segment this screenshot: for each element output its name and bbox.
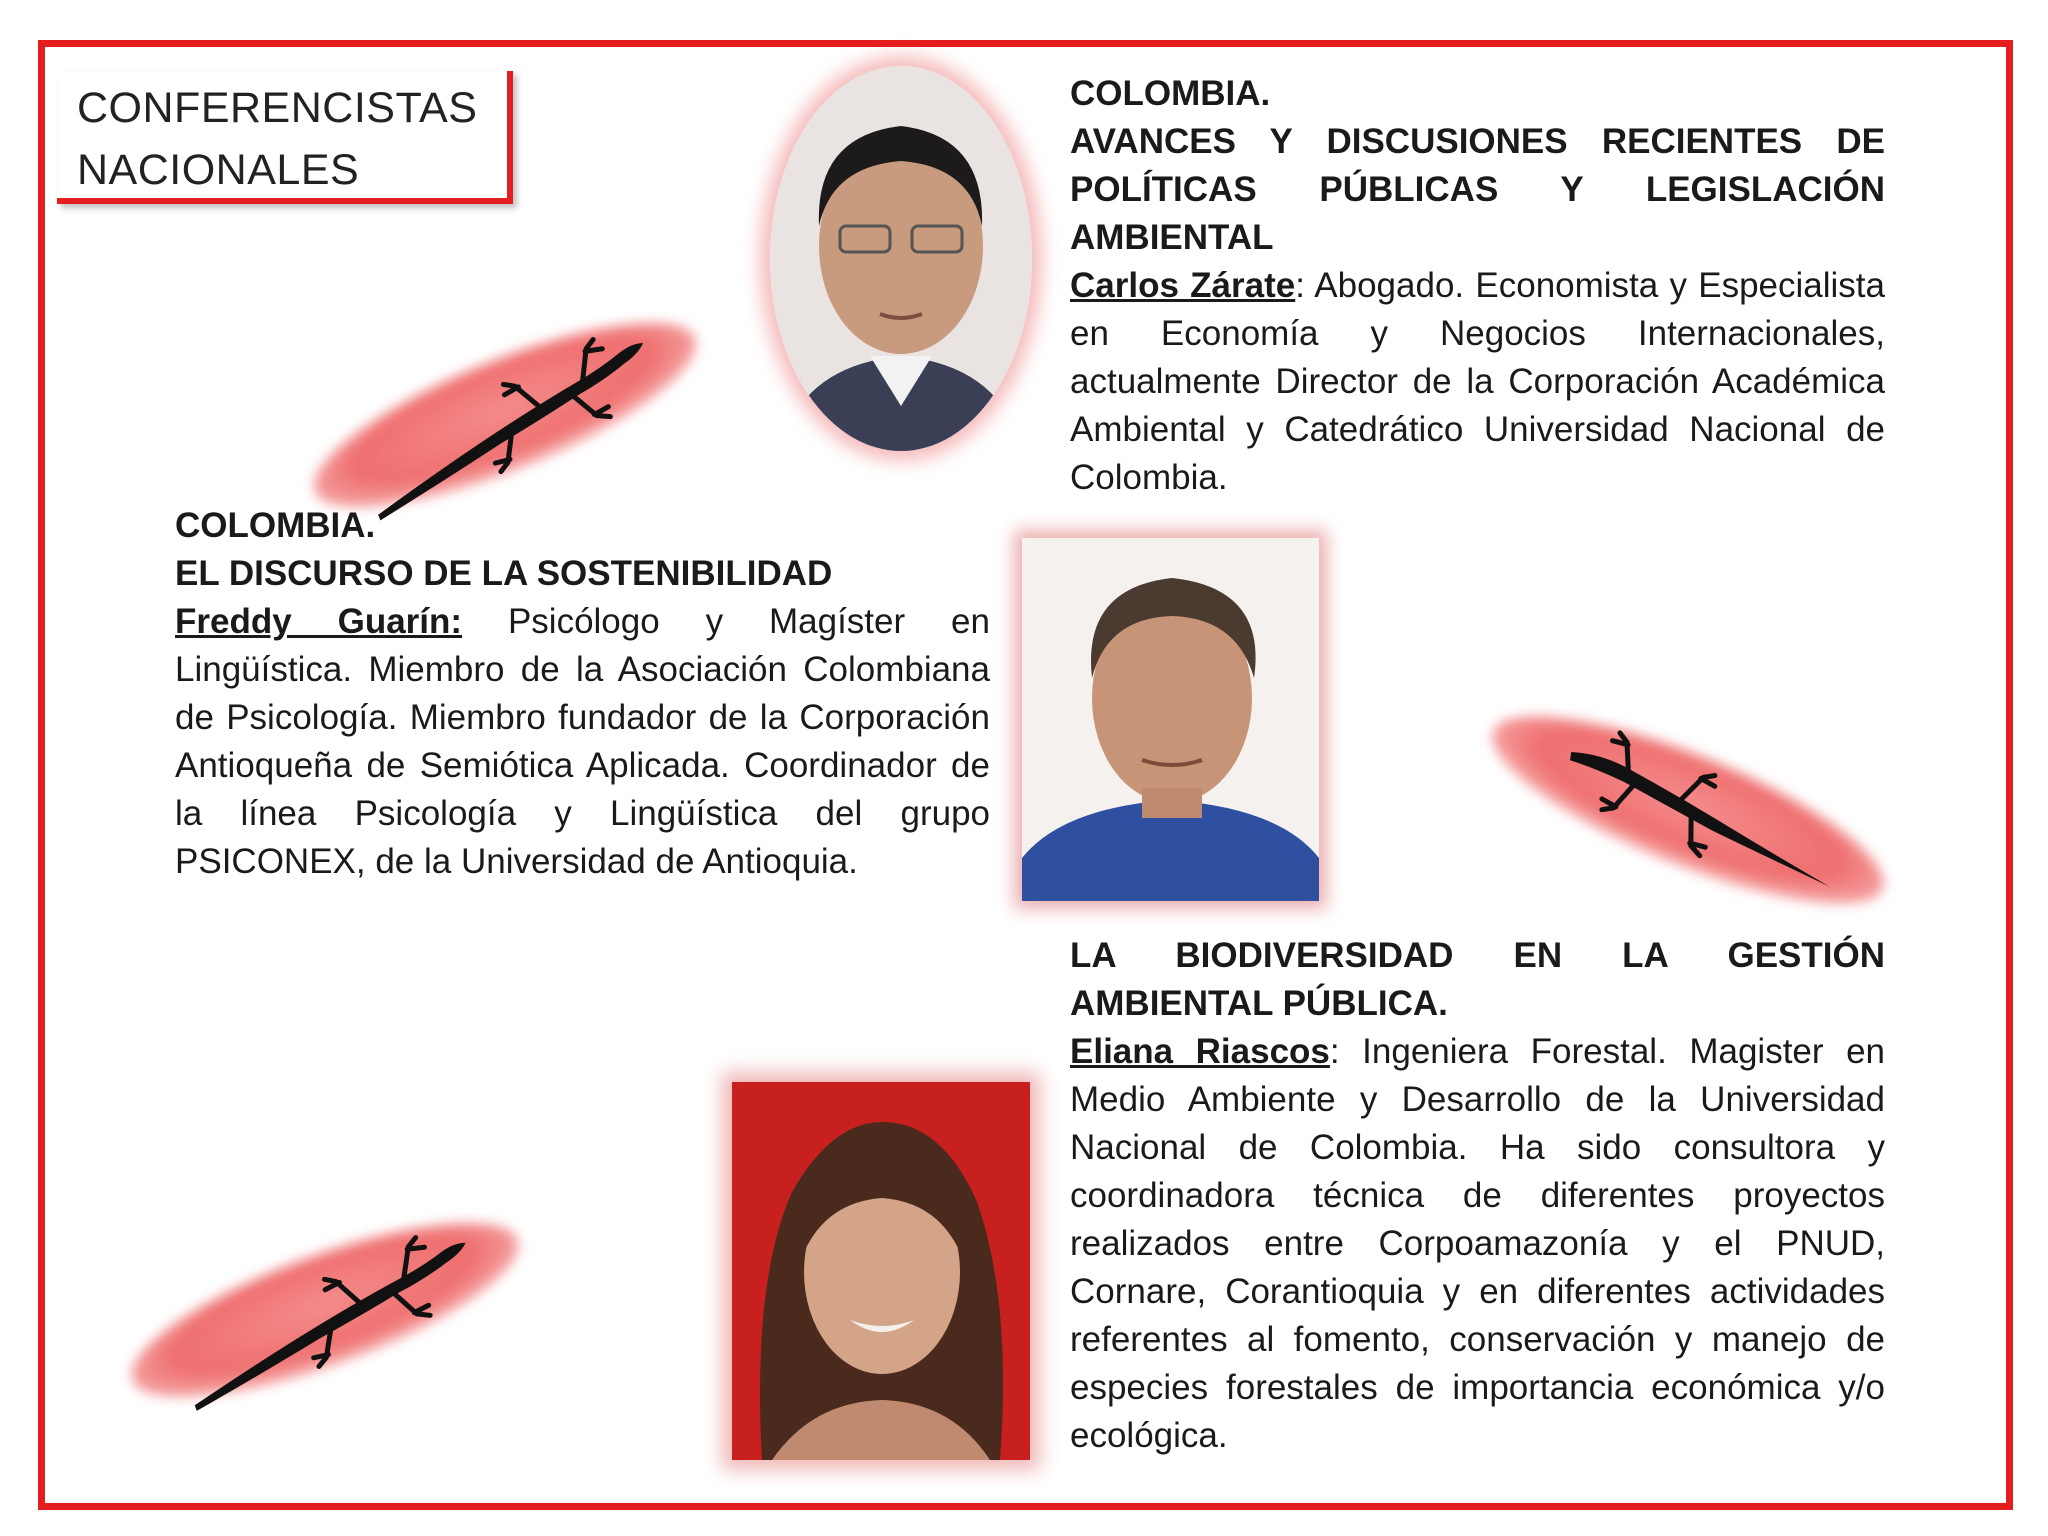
- speaker-bio-text: Abogado. Economista y Especialista en Economía y Negocios Internacionales, actualmente Director de la Corporación Académica Ambiental y Catedrático Universidad Nacional de Colombia.: [1070, 266, 1885, 497]
- freddy-guarin-photo: [1022, 538, 1319, 901]
- speaker-name: Freddy Guarín:: [175, 602, 463, 641]
- speaker-topic: LA BIODIVERSIDAD EN LA GESTIÓN AMBIENTAL PÚBLICA.: [1070, 936, 1885, 1023]
- lizard-icon: [110, 1195, 540, 1425]
- speaker-country: COLOMBIA.: [175, 506, 376, 545]
- title-box: [57, 71, 513, 204]
- speaker-name: Eliana Riascos: [1070, 1032, 1330, 1071]
- speaker-bio: [175, 602, 990, 881]
- speaker-name-suffix: :: [1329, 1032, 1340, 1071]
- speaker-bio: [1070, 266, 1885, 497]
- speaker-bio-text: Psicólogo y Magíster en Lingüística. Miembro de la Asociación Colombiana de Psicología. Miembro fundador de la Corporación Antioqueña de Semiótica Aplicada. Coordinador de la línea Psicología y Lingüística del grupo PSICONEX, de la Universidad de Antioquia.: [175, 602, 990, 881]
- lizard-icon: [1468, 690, 1908, 930]
- carlos-zarate-photo: [770, 66, 1032, 451]
- speaker-topic-line-1: AVANCES Y DISCUSIONES RECIENTES DE: [1070, 122, 1885, 161]
- speaker-topic-line-2: POLÍTICAS PÚBLICAS Y LEGISLACIÓN AMBIENTAL: [1070, 170, 1885, 257]
- speaker-country: COLOMBIA.: [1070, 74, 1271, 113]
- title-line-1: CONFERENCISTAS: [77, 84, 478, 132]
- lizard-icon: [290, 300, 720, 530]
- speaker-bio: [1070, 1032, 1885, 1455]
- speaker-block-carlos-zarate: [1070, 70, 1885, 502]
- speaker-name-suffix: :: [1295, 266, 1305, 305]
- speaker-block-freddy-guarin: [175, 502, 990, 886]
- speaker-bio-text: Ingeniera Forestal. Magister en Medio Ambiente y Desarrollo de la Universidad Nacional de Colombia. Ha sido consultora y coordinadora técnica de diferentes proyectos realizados entre Corpoamazonía y el PNUD, Cornare, Corantioquia y en diferentes actividades referentes al fomento, conservación y manejo de especies forestales de importancia económica y/o ecológica.: [1070, 1032, 1885, 1455]
- eliana-riascos-photo: [732, 1082, 1030, 1460]
- speaker-name: Carlos Zárate: [1070, 266, 1296, 305]
- speaker-topic: EL DISCURSO DE LA SOSTENIBILIDAD: [175, 554, 833, 593]
- title-line-2: NACIONALES: [77, 146, 360, 194]
- speaker-block-eliana-riascos: [1070, 932, 1885, 1460]
